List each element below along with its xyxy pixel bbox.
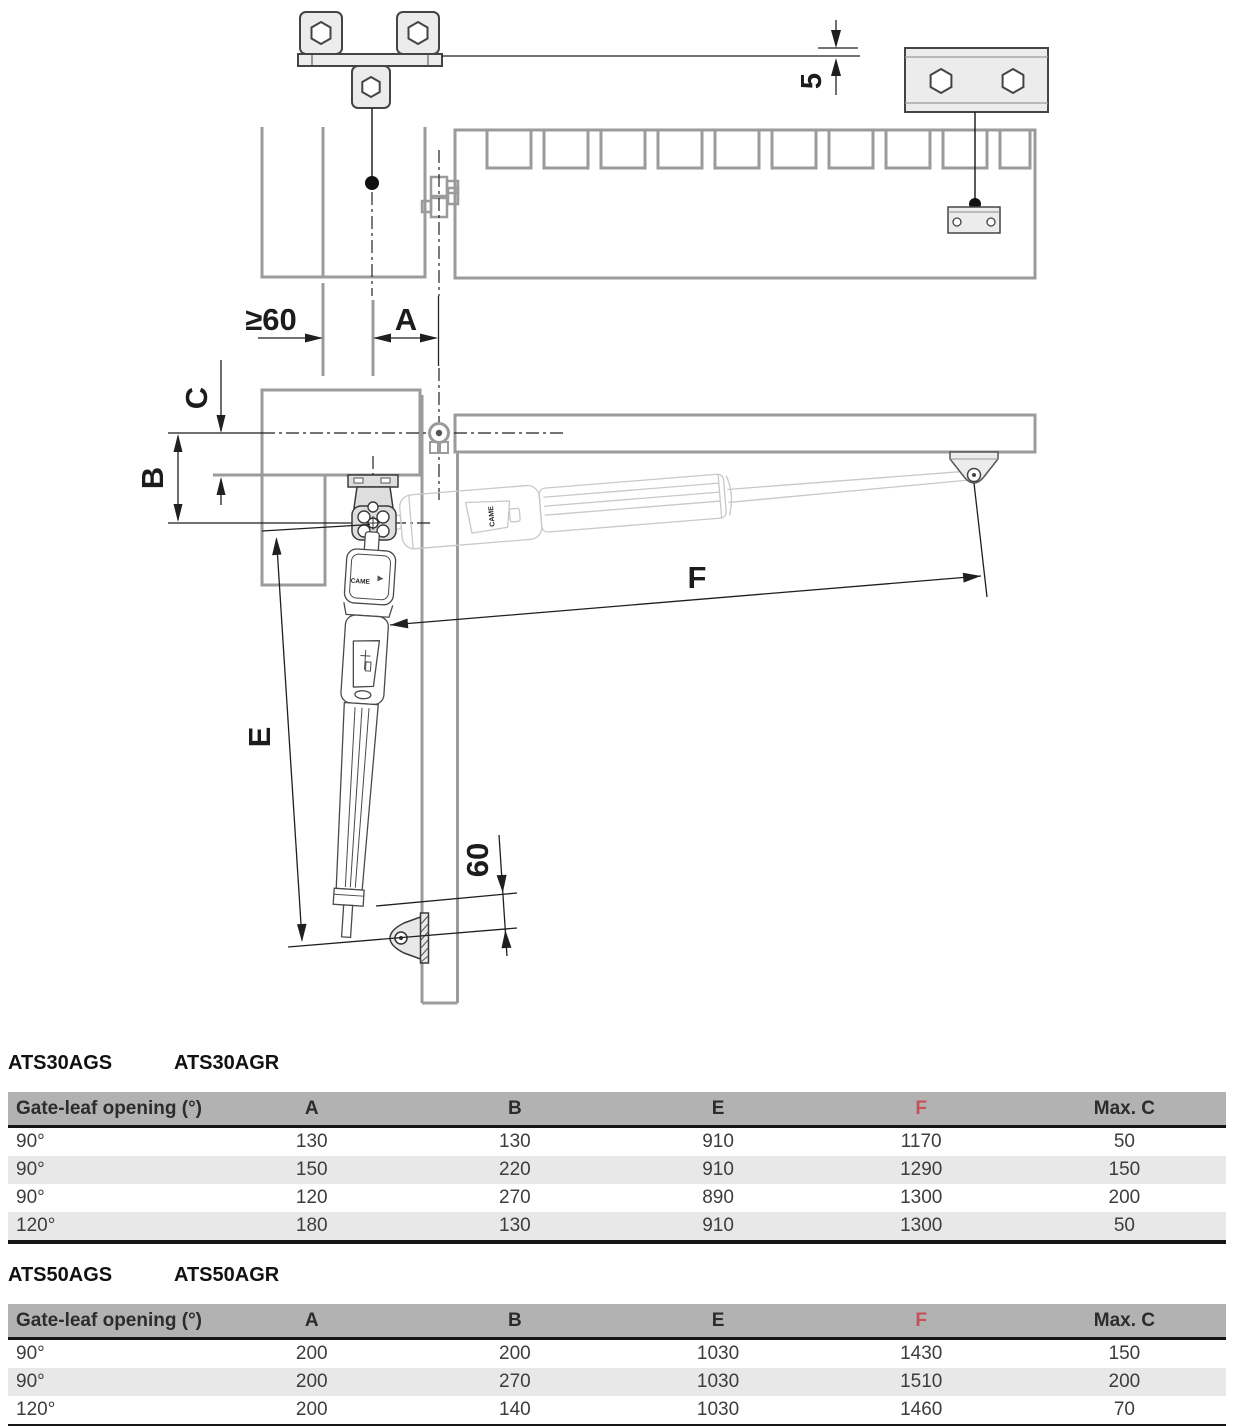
leader-dot	[365, 176, 379, 190]
dimensions-table	[8, 1092, 1226, 1244]
gate-pickets	[487, 130, 1030, 168]
data-cell: 140	[499, 1399, 531, 1420]
data-cell: 90°	[16, 1187, 45, 1208]
section-ats50	[0, 1258, 1234, 1426]
data-cell: 220	[499, 1159, 531, 1180]
header-cell: F	[820, 1304, 1023, 1339]
came-logo-text: CAME	[487, 505, 497, 527]
data-cell: 910	[702, 1159, 734, 1180]
table-row	[8, 1184, 1226, 1212]
table-header-row	[8, 1304, 1226, 1339]
dim-label-a: A	[394, 302, 418, 337]
dim-label-min60: ≥60	[245, 302, 297, 337]
hinge-pivot	[430, 424, 449, 454]
data-cell: 200	[295, 1343, 328, 1364]
data-cell: 270	[499, 1371, 531, 1392]
header-cell: Gate-leaf opening (°)	[8, 1304, 210, 1339]
data-cell: 50	[1113, 1215, 1135, 1236]
data-cell: 1300	[900, 1215, 943, 1236]
data-cell: 910	[702, 1215, 734, 1236]
dim-label-f: F	[687, 560, 707, 595]
model-headings	[0, 1258, 1234, 1292]
header-cell: E	[616, 1092, 819, 1127]
table-row	[8, 1212, 1226, 1242]
data-cell: 1300	[900, 1187, 943, 1208]
data-cell: 130	[499, 1215, 531, 1236]
data-cell: 1170	[900, 1131, 942, 1152]
model-heading: ATS30AGR	[174, 1051, 280, 1074]
rear-bracket-top	[298, 12, 442, 108]
data-cell: 1030	[696, 1343, 740, 1364]
dim-label-b: B	[135, 466, 170, 490]
data-cell: 120	[295, 1187, 328, 1208]
header-cell: Max. C	[1023, 1092, 1226, 1127]
data-cell: 910	[702, 1131, 734, 1152]
data-cell: 150	[295, 1159, 328, 1180]
header-cell: F	[820, 1092, 1023, 1127]
model-heading: ATS30AGS	[8, 1051, 113, 1074]
data-cell: 120°	[16, 1215, 56, 1236]
hex-bolt-icon	[1003, 69, 1024, 93]
table-row	[8, 1368, 1226, 1396]
data-cell: 890	[702, 1187, 734, 1208]
header-cell: Gate-leaf opening (°)	[8, 1092, 210, 1127]
header-cell: A	[210, 1304, 413, 1339]
model-headings	[0, 1046, 1234, 1080]
table-row	[8, 1396, 1226, 1426]
gate-rail-outline	[455, 415, 1035, 452]
data-cell: 200	[295, 1399, 328, 1420]
data-cell: 1430	[900, 1343, 943, 1364]
data-cell: 1030	[696, 1371, 740, 1392]
dim-label-e: E	[242, 726, 277, 748]
data-cell: 130	[499, 1131, 531, 1152]
data-cell: 270	[499, 1187, 531, 1208]
data-cell: 200	[1108, 1371, 1141, 1392]
data-cell: 130	[295, 1131, 328, 1152]
data-cell: 90°	[16, 1371, 45, 1392]
data-cell: 90°	[16, 1343, 45, 1364]
data-cell: 1030	[696, 1399, 740, 1420]
actuator-open	[322, 530, 397, 938]
data-cell: 200	[499, 1343, 531, 1364]
gate-bracket-front	[950, 452, 998, 483]
data-cell: 200	[295, 1371, 328, 1392]
data-cell: 1460	[900, 1399, 943, 1420]
dimensions-table	[8, 1304, 1226, 1426]
model-heading: ATS50AGS	[8, 1263, 113, 1286]
table-row	[8, 1339, 1226, 1369]
data-cell: 90°	[16, 1159, 45, 1180]
actuator-closed-ghost	[383, 450, 971, 551]
hex-bolt-icon	[362, 77, 379, 97]
data-cell: 120°	[16, 1399, 56, 1420]
rear-bracket	[348, 475, 398, 540]
header-cell: A	[210, 1092, 413, 1127]
data-cell: 150	[1108, 1343, 1141, 1364]
table-row	[8, 1156, 1226, 1184]
hex-bolt-icon	[931, 69, 952, 93]
hex-bolt-icon	[312, 22, 331, 44]
came-logo-text: CAME	[350, 577, 370, 586]
wall-outline	[262, 127, 425, 277]
data-cell: 1510	[900, 1371, 943, 1392]
hex-bolt-icon	[409, 22, 428, 44]
dimension-row	[245, 283, 438, 376]
hinge-top-view	[422, 177, 458, 217]
front-bracket-top	[905, 48, 1048, 112]
dim-label-60: 60	[460, 842, 495, 878]
data-cell: 70	[1113, 1399, 1135, 1420]
data-cell: 1290	[900, 1159, 943, 1180]
dim-label-5: 5	[796, 72, 828, 90]
header-cell: B	[413, 1092, 616, 1127]
data-cell: 150	[1108, 1159, 1141, 1180]
gate-leaf-outline	[455, 130, 1035, 278]
top-view	[262, 12, 1048, 278]
model-heading: ATS50AGR	[174, 1263, 280, 1286]
front-bracket-small	[948, 207, 1000, 233]
header-cell: E	[616, 1304, 819, 1339]
header-cell: B	[413, 1304, 616, 1339]
header-cell: Max. C	[1023, 1304, 1226, 1339]
dimension-5	[796, 20, 858, 95]
data-cell: 50	[1113, 1131, 1135, 1152]
data-cell: 180	[295, 1215, 328, 1236]
table-row	[8, 1127, 1226, 1157]
table-header-row	[8, 1092, 1226, 1127]
data-cell: 200	[1108, 1187, 1141, 1208]
dim-label-c: C	[179, 386, 214, 410]
data-cell: 90°	[16, 1131, 45, 1152]
section-ats30	[0, 1046, 1234, 1244]
